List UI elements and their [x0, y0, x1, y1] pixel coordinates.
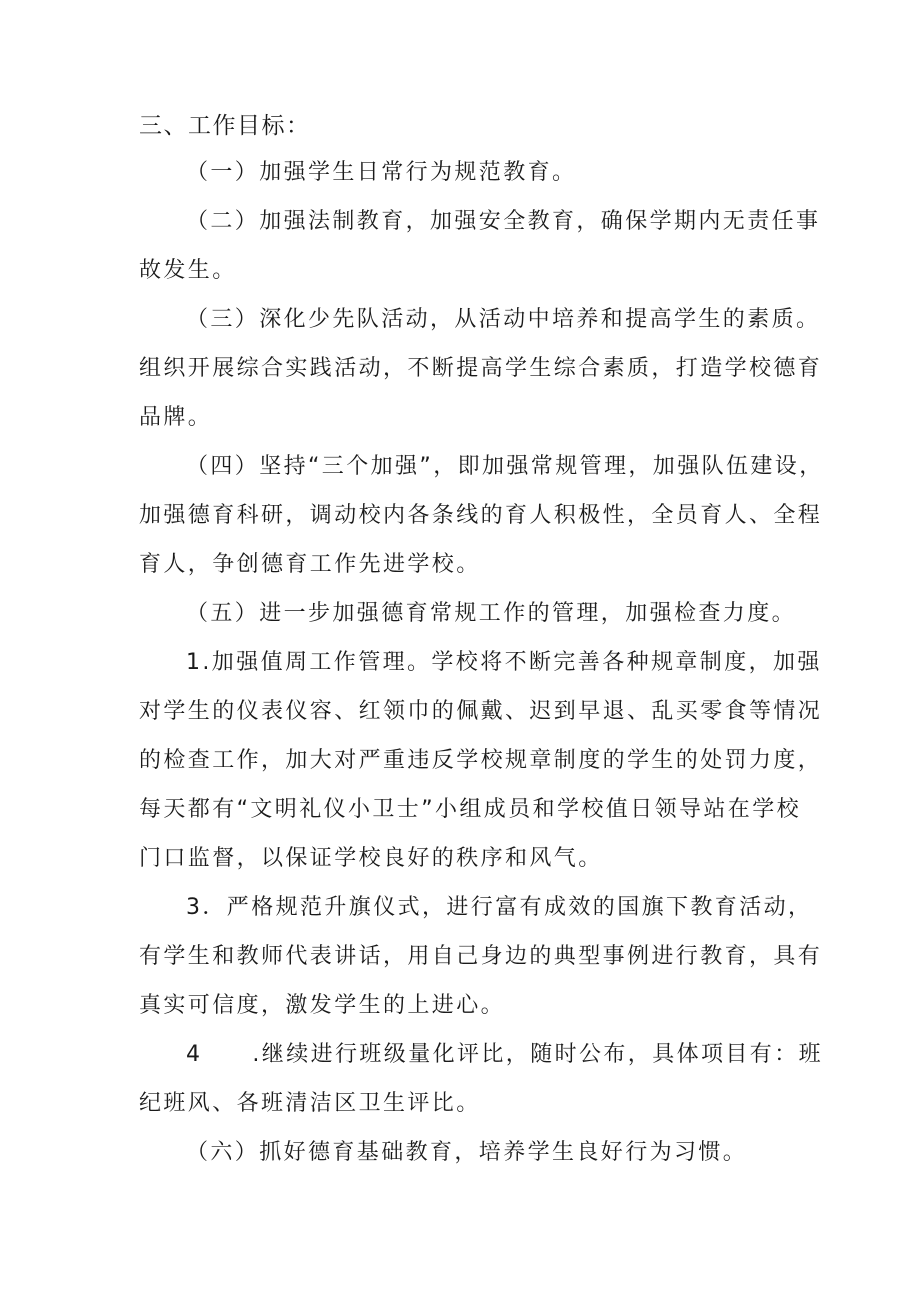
paragraph-line: 品牌。: [139, 405, 213, 430]
paragraph-line: 纪班风、各班清洁区卫生评比。: [139, 1091, 481, 1116]
paragraph-line: （四）坚持“三个加强”，即加强常规管理，加强队伍建设，: [186, 454, 824, 479]
section-title: 三、工作目标：: [139, 113, 311, 139]
paragraph-line: 门口监督，以保证学校良好的秩序和风气。: [139, 846, 603, 871]
paragraph-line: 对学生的仪表仪容、红领巾的佩戴、迟到早退、乱买零食等情况: [139, 699, 823, 724]
item-text: .继续进行班级量化评比，随时公布，具体项目有：班: [252, 1042, 824, 1067]
paragraph-line: 每天都有“文明礼仪小卫士”小组成员和学校值日领导站在学校: [139, 797, 801, 822]
paragraph-line: 3．严格规范升旗仪式，进行富有成效的国旗下教育活动，: [186, 895, 813, 920]
paragraph-line: （五）进一步加强德育常规工作的管理，加强检查力度。: [186, 601, 797, 626]
paragraph-line: （六）抓好德育基础教育，培养学生良好行为习惯。: [186, 1140, 748, 1165]
paragraph-line: 组织开展综合实践活动，不断提高学生综合素质，打造学校德育: [139, 356, 823, 381]
paragraph-line: 有学生和教师代表讲话，用自己身边的典型事例进行教育，具有: [139, 944, 823, 969]
paragraph-line: （三）深化少先队活动，从活动中培养和提高学生的素质。: [186, 307, 821, 332]
paragraph-line: 故发生。: [139, 258, 237, 283]
paragraph-line: 育人，争创德育工作先进学校。: [139, 552, 481, 577]
paragraph-line: 真实可信度，激发学生的上进心。: [139, 993, 506, 1018]
item-number: 4: [186, 1042, 203, 1067]
paragraph-line: 的检查工作，加大对严重违反学校规章制度的学生的处罚力度，: [139, 748, 823, 773]
paragraph-line: 1.加强值周工作管理。学校将不断完善各种规章制度，加强: [186, 650, 822, 675]
paragraph-line: （一）加强学生日常行为规范教育。: [186, 160, 577, 185]
paragraph-line: [186, 1041, 823, 1069]
paragraph-line: （二）加强法制教育，加强安全教育，确保学期内无责任事: [186, 209, 821, 234]
paragraph-line: 加强德育科研，调动校内各条线的育人积极性，全员育人、全程: [139, 503, 823, 528]
